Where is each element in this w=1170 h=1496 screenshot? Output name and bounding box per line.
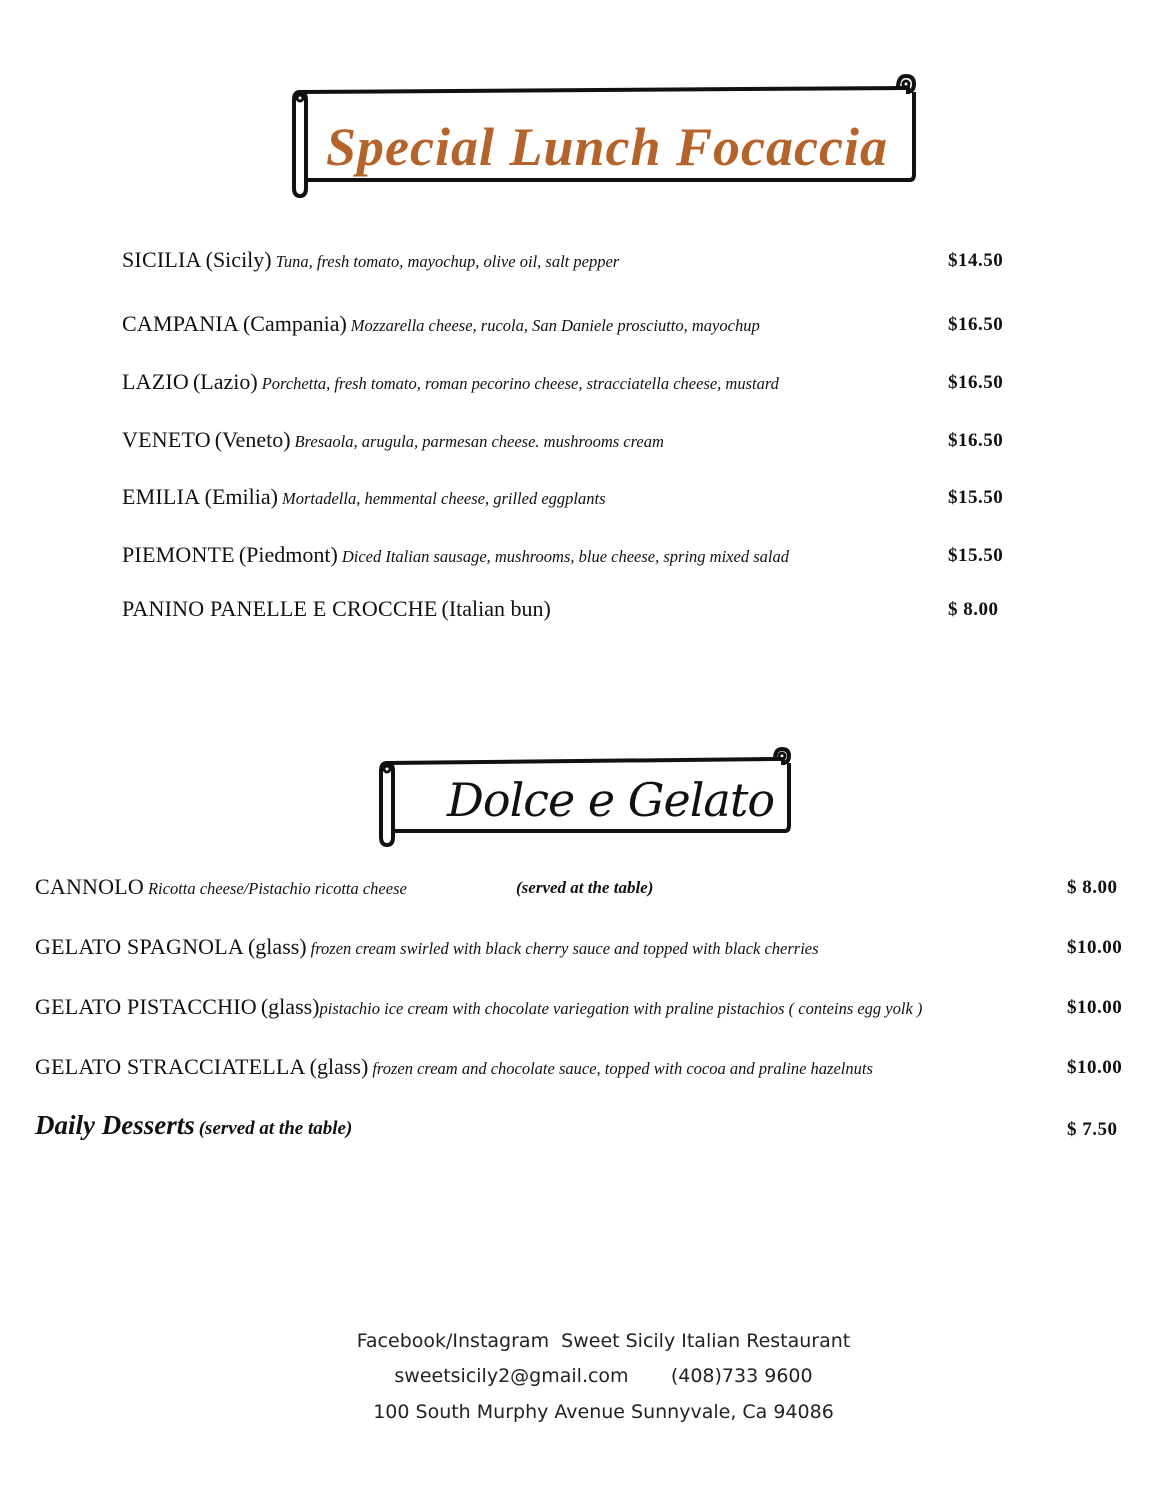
menu-item-name: PANINO PANELLE E CROCCHE bbox=[122, 596, 438, 621]
menu-item-row bbox=[122, 369, 779, 395]
menu-item-region: (Emilia) bbox=[204, 484, 278, 509]
menu-item-row bbox=[35, 994, 922, 1020]
menu-item-description: Tuna, fresh tomato, mayochup, olive oil, salt pepper bbox=[275, 252, 620, 271]
menu-item-price: $10.00 bbox=[1067, 937, 1123, 958]
menu-item-name: GELATO STRACCIATELLA bbox=[35, 1054, 306, 1079]
menu-item-row bbox=[122, 311, 760, 337]
menu-item-name: VENETO bbox=[122, 427, 211, 452]
menu-item-description: Porchetta, fresh tomato, roman pecorino cheese, stracciatella cheese, mustard bbox=[261, 374, 779, 393]
menu-item-region: (glass) bbox=[309, 1054, 369, 1079]
menu-item-description: frozen cream and chocolate sauce, topped with cocoa and praline hazelnuts bbox=[372, 1059, 873, 1078]
menu-item-region: (Piedmont) bbox=[238, 542, 338, 567]
menu-item-name: EMILIA bbox=[122, 484, 205, 509]
menu-item-row bbox=[35, 1054, 873, 1080]
lunch-section-banner bbox=[288, 70, 920, 200]
menu-item-row bbox=[122, 596, 551, 622]
menu-item-description: Bresaola, arugula, parmesan cheese. mushrooms cream bbox=[294, 432, 664, 451]
menu-item-price: $16.50 bbox=[948, 314, 1004, 335]
menu-item-region: (Sicily) bbox=[205, 247, 272, 272]
menu-item-row bbox=[122, 542, 789, 568]
menu-item-region: (Veneto) bbox=[214, 427, 291, 452]
menu-item-description: pistachio ice cream with chocolate variegation with praline pistachios ( conteins egg yolk ) bbox=[319, 999, 923, 1018]
menu-item-description: Ricotta cheese/Pistachio ricotta cheese bbox=[147, 879, 407, 898]
menu-item-note: (served at the table) bbox=[516, 878, 654, 897]
menu-item-description: Mozzarella cheese, rucola, San Daniele prosciutto, mayochup bbox=[350, 316, 760, 335]
menu-item-price: $ 8.00 bbox=[1067, 877, 1118, 898]
dessert-section-banner bbox=[377, 745, 797, 849]
menu-item-row bbox=[122, 427, 664, 453]
menu-item-region: (Italian bun) bbox=[441, 596, 551, 621]
menu-item-price: $14.50 bbox=[948, 250, 1004, 271]
menu-item-row bbox=[35, 934, 819, 960]
menu-item-row bbox=[122, 484, 606, 510]
menu-item-row bbox=[122, 247, 619, 273]
footer-address: 100 South Murphy Avenue Sunnyvale, Ca 94086 bbox=[373, 1401, 834, 1423]
daily-desserts-note: (served at the table) bbox=[198, 1118, 353, 1139]
menu-item-name: SICILIA bbox=[122, 247, 202, 272]
menu-item-region: (Campania) bbox=[242, 311, 347, 336]
menu-item-name: CAMPANIA bbox=[122, 311, 239, 336]
daily-desserts-name: Daily Desserts bbox=[35, 1110, 195, 1140]
footer-phone: (408)733 9600 bbox=[670, 1365, 813, 1387]
menu-item-region: (glass) bbox=[260, 994, 320, 1019]
menu-item-region: (Lazio) bbox=[192, 369, 258, 394]
menu-item-price: $16.50 bbox=[948, 372, 1004, 393]
menu-item-price: $ 8.00 bbox=[948, 599, 999, 620]
menu-item-price: $15.50 bbox=[948, 545, 1004, 566]
footer-social: Facebook/Instagram Sweet Sicily Italian Restaurant bbox=[356, 1330, 851, 1352]
menu-item-price: $10.00 bbox=[1067, 997, 1123, 1018]
menu-item-price: $16.50 bbox=[948, 430, 1004, 451]
menu-item-price: $10.00 bbox=[1067, 1057, 1123, 1078]
daily-desserts-price: $ 7.50 bbox=[1067, 1119, 1118, 1140]
menu-item-name: LAZIO bbox=[122, 369, 189, 394]
menu-item-region: (glass) bbox=[247, 934, 307, 959]
dessert-section-title: Dolce e Gelato bbox=[447, 773, 775, 827]
menu-item-name: GELATO PISTACCHIO bbox=[35, 994, 257, 1019]
menu-item-description: Diced Italian sausage, mushrooms, blue cheese, spring mixed salad bbox=[341, 547, 789, 566]
menu-item-price: $15.50 bbox=[948, 487, 1004, 508]
menu-item-row bbox=[35, 874, 407, 900]
menu-item-description: frozen cream swirled with black cherry sauce and topped with black cherries bbox=[310, 939, 819, 958]
menu-item-name: PIEMONTE bbox=[122, 542, 235, 567]
menu-item-name: CANNOLO bbox=[35, 874, 144, 899]
daily-desserts-row bbox=[35, 1110, 352, 1141]
footer-email: sweetsicily2@gmail.com bbox=[394, 1365, 629, 1387]
footer-contact bbox=[0, 1365, 1170, 1387]
lunch-section-title: Special Lunch Focaccia bbox=[326, 117, 888, 177]
menu-item-description: Mortadella, hemmental cheese, grilled eggplants bbox=[281, 489, 606, 508]
menu-item-name: GELATO SPAGNOLA bbox=[35, 934, 244, 959]
